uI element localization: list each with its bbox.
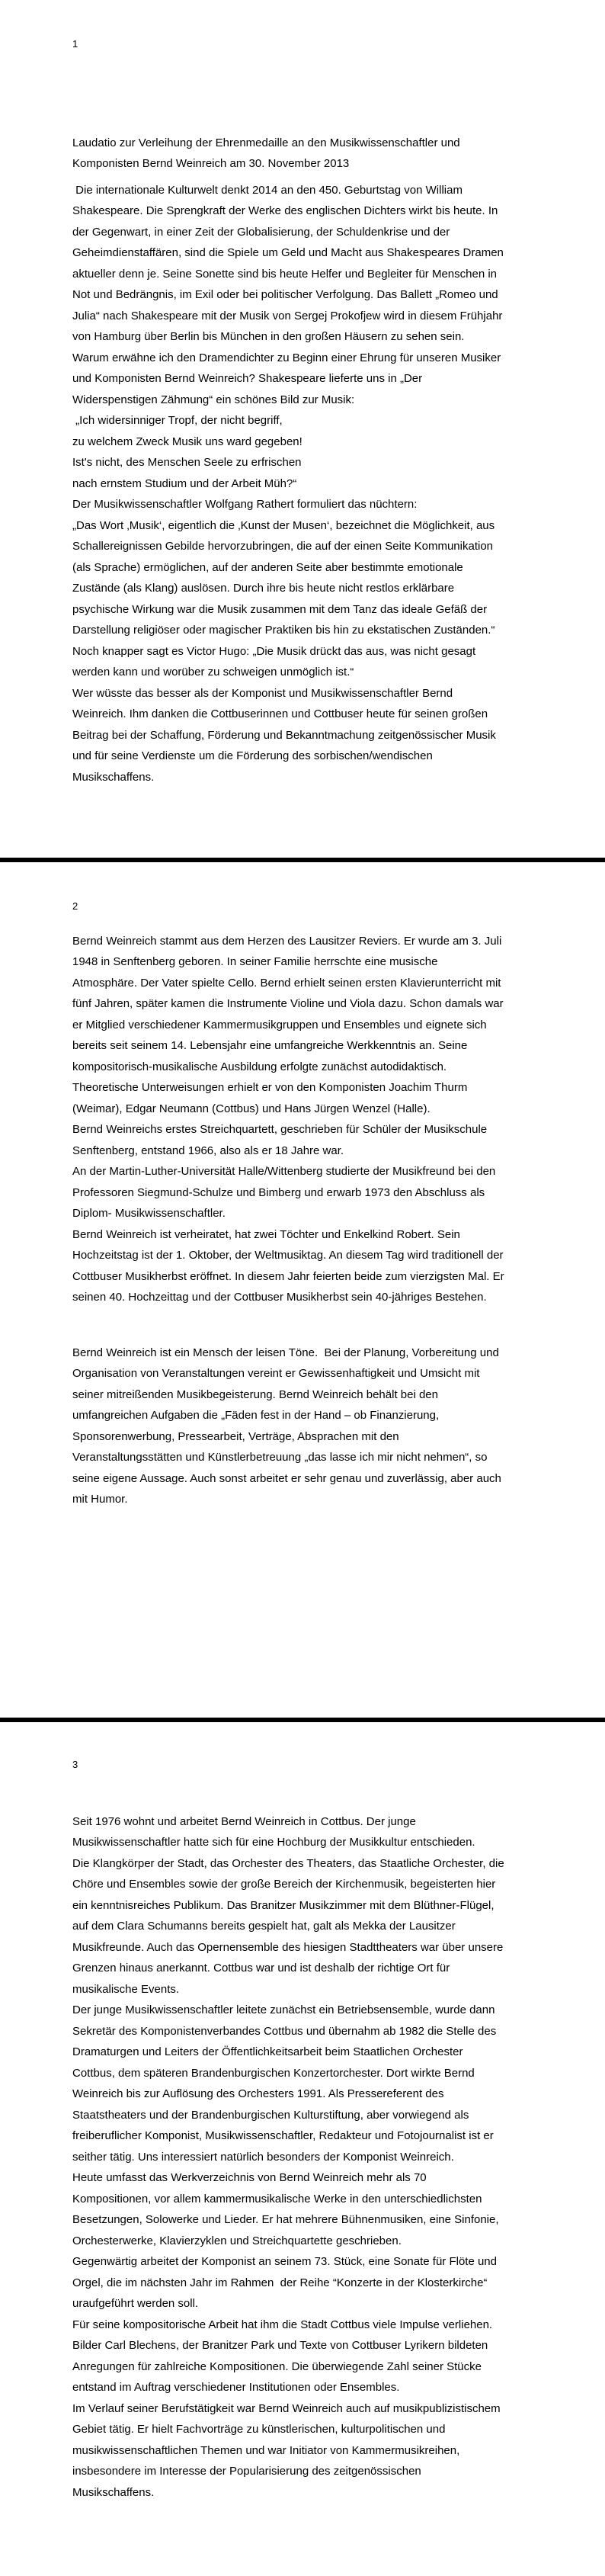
text-line: Der junge Musikwissenschaftler leitete zunächst ein Betriebsensemble, wurde dann: [72, 2003, 495, 2016]
text-line: Atmosphäre. Der Vater spielte Cello. Bernd erhielt seinen ersten Klavierunterricht mit: [72, 976, 501, 990]
text-line: Bernd Weinreich stammt aus dem Herzen des Lausitzer Reviers. Er wurde am 3. Juli: [72, 934, 502, 948]
text-line: und Komponisten Bernd Weinreich? Shakespeare lieferte uns in „Der: [72, 372, 423, 385]
text-line: Cottbuser Musikherbst eröffnet. In diesem Jahr feierten beide zum vierzigsten Mal. Er: [72, 1269, 504, 1283]
page-number: 1: [72, 38, 78, 50]
text-line: nach ernstem Studium und der Arbeit Müh?“: [72, 476, 297, 490]
text-line: entstand im Auftrag verschiedener Institutionen oder Ensembles.: [72, 2381, 400, 2394]
text-line: Theoretische Unterweisungen erhielt er von den Komponisten Joachim Thurm: [72, 1081, 468, 1094]
text-line: Bernd Weinreichs erstes Streichquartett, geschrieben für Schüler der Musikschule: [72, 1123, 488, 1136]
text-line: Grenzen hinaus anerkannt. Cottbus war und ist deshalb der richtige Ort für: [72, 1962, 450, 1975]
text-line: Warum erwähne ich den Dramendichter zu Beginn einer Ehrung für unseren Musiker: [72, 351, 501, 364]
text-line: Für seine kompositorische Arbeit hat ihm die Stadt Cottbus viele Impulse verliehen.: [72, 2318, 493, 2331]
text-line: bereits seit seinem 14. Lebensjahr eine umfangreiche Werkkenntnis an. Seine: [72, 1039, 468, 1052]
text-line: umfangreichen Aufgaben die „Fäden fest in der Hand – ob Finanzierung,: [72, 1409, 440, 1422]
text-line: An der Martin-Luther-Universität Halle/Wittenberg studierte der Musikfreund bei den: [72, 1165, 496, 1178]
text-line: „Das Wort ‚Musik‘, eigentlich die ‚Kunst der Musen‘, bezeichnet die Möglichkeit, aus: [72, 518, 495, 532]
text-line: Chöre und Ensembles sowie der große Bereich der Kirchenmusik, begeisterten hier: [72, 1878, 496, 1891]
text-line: Professoren Siegmund-Schulze und Bimberg und erwarb 1973 den Abschluss als: [72, 1185, 485, 1199]
text-line: Musikschaffens.: [72, 770, 155, 784]
text-line: Die Klangkörper der Stadt, das Orchester des Theaters, das Staatliche Orchester, die: [72, 1856, 504, 1870]
text-line: werden kann und worüber zu schweigen unmöglich ist.“: [72, 666, 354, 678]
text-line: Gebiet tätig. Er hielt Fachvorträge zu künstlerischen, kulturpolitischen und: [72, 2423, 446, 2436]
page-1: [0, 0, 605, 858]
text-line: Ist's nicht, des Menschen Seele zu erfrischen: [72, 456, 302, 469]
text-line: uraufgeführt werden soll.: [72, 2297, 199, 2310]
text-line: Orgel, die im nächsten Jahr im Rahmen der Reihe “Konzerte in der Klosterkirche“: [72, 2276, 488, 2289]
text-line: Bernd Weinreich ist verheiratet, hat zwei Töchter und Enkelkind Robert. Sein: [72, 1227, 460, 1241]
text-line: Heute umfasst das Werkverzeichnis von Bernd Weinreich mehr als 70: [72, 2171, 427, 2184]
text-line: von Hamburg über Berlin bis München in den großen Häusern zu sehen sein.: [72, 330, 465, 343]
text-line: er Mitglied verschiedener Kammermusikgruppen und Ensembles und eignete sich: [72, 1018, 487, 1031]
text-line: ein kenntnisreiches Publikum. Das Branitzer Musikzimmer mit dem Blüthner-Flügel,: [72, 1898, 495, 1912]
page-2: [0, 862, 605, 1718]
text-line: (Weimar), Edgar Neumann (Cottbus) und Hans Jürgen Wenzel (Halle).: [72, 1102, 431, 1115]
text-line: fünf Jahren, später kamen die Instrumente Violine und Viola dazu. Schon damals war: [72, 997, 504, 1010]
text-line: psychische Wirkung war die Musik zusammen mit dem Tanz das ideale Gefäß der: [72, 602, 488, 616]
text-line: Beitrag bei der Schaffung, Förderung und Bekanntmachung zeitgenössischer Musik: [72, 728, 496, 742]
text-line: Musikschaffens.: [72, 2485, 155, 2499]
text-line: Komponisten Bernd Weinreich am 30. November 2013: [72, 157, 350, 170]
text-line: Die internationale Kulturwelt denkt 2014 an den 450. Geburtstag von William: [72, 183, 463, 197]
text-line: Senftenberg, entstand 1966, also als er 18 Jahre war.: [72, 1144, 344, 1157]
text-line: auf dem Clara Schumanns bereits gespielt hat, galt als Mekka der Lausitzer: [72, 1920, 456, 1933]
page-number: 3: [72, 1759, 78, 1770]
text-line: Kompositionen, vor allem kammermusikalische Werke in den unterschiedlichsten: [72, 2192, 482, 2205]
text-line: Seit 1976 wohnt und arbeitet Bernd Weinreich in Cottbus. Der junge: [72, 1814, 416, 1828]
text-line: Diplom- Musikwissenschaftler.: [72, 1207, 226, 1220]
text-line: Not und Bedrängnis, im Exil oder bei politischer Verfolgung. Das Ballett „Romeo und: [72, 288, 498, 301]
text-line: Staatstheaters und der Brandenburgischen Kulturstiftung, aber vorwiegend als: [72, 2108, 469, 2122]
text-line: der Gegenwart, in einer Zeit der Globalisierung, der Schuldenkrise und der: [72, 225, 450, 239]
text-line: Sponsorenwerbung, Pressearbeit, Verträge, Absprachen mit den: [72, 1429, 399, 1443]
text-line: insbesondere im Interesse der Popularisierung des zeitgenössischen: [72, 2465, 421, 2478]
text-line: Julia“ nach Shakespeare mit der Musik von Sergej Prokofjew wird in diesem Frühjahr: [72, 309, 503, 322]
text-line: kompositorisch-musikalische Ausbildung erfolgte zunächst autodidaktisch.: [72, 1060, 447, 1073]
paragraph: [72, 931, 552, 1308]
text-line: Schallereignissen Gebilde hervorzubringen, die auf der einen Seite Kommunikation: [72, 540, 493, 553]
text-line: Orchesterwerke, Klavierzyklen und Streichquartette geschrieben.: [72, 2234, 402, 2247]
paragraph: [72, 1811, 552, 2504]
text-line: (als Sprache) ermöglichen, auf der anderen Seite aber bestimmte emotionale: [72, 560, 463, 574]
text-line: Hochzeitstag ist der 1. Oktober, der Weltmusiktag. An diesem Tag wird traditionell der: [72, 1249, 504, 1262]
text-line: seine eigene Aussage. Auch sonst arbeitet er sehr genau und zuverlässig, aber auch: [72, 1471, 501, 1485]
page-number: 2: [72, 900, 78, 912]
text-line: Noch knapper sagt es Victor Hugo: „Die Musik drückt das aus, was nicht gesagt: [72, 644, 476, 658]
text-line: Widerspenstigen Zähmung“ ein schönes Bild zur Musik:: [72, 393, 355, 406]
text-line: Musikwissenschaftler hatte sich für eine Hochburg der Musikkultur entschieden.: [72, 1836, 475, 1849]
text-line: Weinreich bis zur Auflösung des Orchesters 1991. Als Pressereferent des: [72, 2087, 444, 2100]
text-line: 1948 in Senftenberg geboren. In seiner Familie herrschte eine musische: [72, 955, 438, 968]
text-line: seinen 40. Hochzeittag und der Cottbuser Musikherbst sein 40-jähriges Bestehen.: [72, 1291, 487, 1304]
text-line: Dramaturgen und Leiters der Öffentlichkeitsarbeit beim Staatlichen Orchester: [72, 2045, 463, 2058]
text-line: Musikfreunde. Auch das Opernensemble des hiesigen Stadttheaters war über unsere: [72, 1940, 504, 1954]
text-line: seiner mitreißenden Musikbegeisterung. Bernd Weinreich behält bei den: [72, 1387, 438, 1401]
text-line: mit Humor.: [72, 1493, 128, 1506]
text-line: Bilder Carl Blechens, der Branitzer Park und Texte von Cottbuser Lyrikern bildeten: [72, 2339, 488, 2352]
text-line: und für seine Verdienste um die Förderung des sorbischen/wendischen: [72, 749, 433, 762]
text-line: Darstellung religiöser oder magischer Praktiken bis hin zu ekstatischen Zuständen.“: [72, 624, 495, 637]
text-line: „Ich widersinniger Tropf, der nicht begriff,: [72, 414, 283, 427]
document-title: [72, 133, 552, 175]
text-line: Im Verlauf seiner Berufstätigkeit war Bernd Weinreich auch auf musikpublizistischem: [72, 2401, 501, 2415]
text-line: Organisation von Veranstaltungen vereint er Gewissenhaftigkeit und Umsicht mit: [72, 1367, 480, 1380]
page-3: [0, 1722, 605, 2576]
paragraph: [72, 180, 552, 788]
text-line: Geheimdienstaffären, sind die Spiele um Geld und Macht aus Shakespeares Dramen: [72, 246, 504, 259]
text-line: Besetzungen, Solowerke und Lieder. Er hat mehrere Bühnenmusiken, eine Sinfonie,: [72, 2213, 499, 2226]
text-line: Der Musikwissenschaftler Wolfgang Rathert formuliert das nüchtern:: [72, 498, 418, 511]
text-line: Gegenwärtig arbeitet der Komponist an seinem 73. Stück, eine Sonate für Flöte und: [72, 2255, 497, 2268]
text-line: Weinreich. Ihm danken die Cottbuserinnen und Cottbuser heute für seinen großen: [72, 707, 488, 720]
text-line: musikalische Events.: [72, 1982, 180, 1996]
text-line: Zustände (als Klang) auslösen. Durch ihre bis heute nicht restlos erklärbare: [72, 582, 455, 595]
text-line: Veranstaltungsstätten und Künstlerbetreuung „das lasse ich mir nicht nehmen“, so: [72, 1451, 488, 1464]
text-line: freiberuflicher Komponist, Musikwissenschaftler, Redakteur und Fotojournalist ist er: [72, 2129, 494, 2142]
text-line: musikwissenschaftlichen Themen und war Initiator von Kammermusikreihen,: [72, 2443, 460, 2457]
text-line: zu welchem Zweck Musik uns ward gegeben!: [72, 435, 302, 448]
text-line: Cottbus, dem späteren Brandenburgischen Konzertorchester. Dort wirkte Bernd: [72, 2066, 475, 2080]
text-line: Anregungen für zahlreiche Kompositionen. Die überwiegende Zahl seiner Stücke: [72, 2359, 482, 2373]
text-line: Bernd Weinreich ist ein Mensch der leisen Töne. Bei der Planung, Vorbereitung und: [72, 1346, 499, 1359]
text-line: aktueller denn je. Seine Sonette sind bis heute Helfer und Begleiter für Menschen in: [72, 267, 498, 281]
text-line: Shakespeare. Die Sprengkraft der Werke des englischen Dichters wirkt bis heute. In: [72, 204, 498, 217]
text-line: Wer wüsste das besser als der Komponist und Musikwissenschaftler Bernd: [72, 686, 453, 700]
text-line: Laudatio zur Verleihung der Ehrenmedaille an den Musikwissenschaftler und: [72, 136, 460, 149]
text-line: seither tätig. Uns interessiert natürlich besonders der Komponist Weinreich.: [72, 2150, 454, 2164]
text-line: Sekretär des Komponistenverbandes Cottbus und übernahm ab 1982 die Stelle des: [72, 2024, 497, 2038]
paragraph: [72, 1343, 552, 1510]
